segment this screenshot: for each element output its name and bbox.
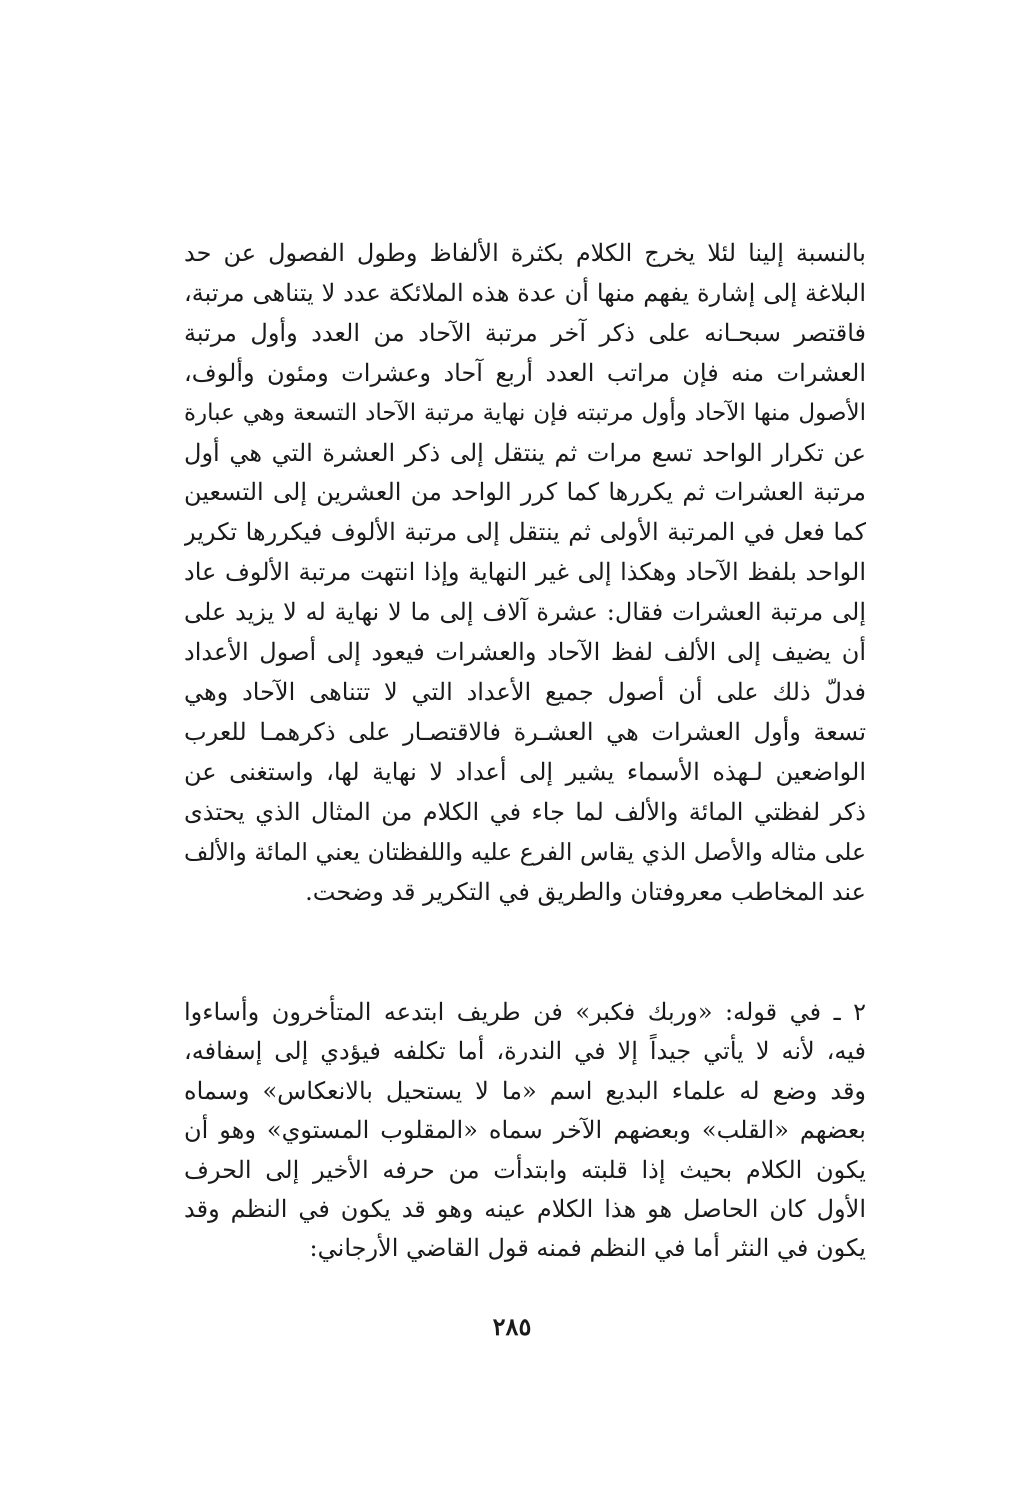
- text-line: عند المخاطب معروفتان والطريق في التكرير قد وضحت.: [305, 877, 866, 906]
- text-line: عن تكرار الواحد تسع مرات ثم ينتقل إلى ذكر العشرة التي هي أول: [184, 438, 866, 467]
- text-line: العشرات منه فإن مراتب العدد أربع آحاد وعشرات ومئون وألوف،: [184, 358, 866, 387]
- text-line: وقد وضع له علماء البديع اسم «ما لا يستحيل بالانعكاس» وسماه: [184, 1076, 866, 1105]
- text-line: الأول كان الحاصل هو هذا الكلام عينه وهو قد يكون في النظم وقد: [184, 1195, 866, 1224]
- text-line: يكون الكلام بحيث إذا قلبته وابتدأت من حرفه الأخير إلى الحرف: [184, 1155, 866, 1184]
- text-line: كما فعل في المرتبة الأولى ثم ينتقل إلى مرتبة الألوف فيكررها تكرير: [184, 518, 866, 547]
- text-line: على مثاله والأصل الذي يقاس الفرع عليه واللفظتان يعني المائة والألف: [184, 837, 866, 866]
- text-line: الواضعين لـهذه الأسماء يشير إلى أعداد لا نهاية لها، واستغنى عن: [184, 757, 866, 786]
- text-line: أن يضيف إلى الألف لفظ الآحاد والعشرات فيعود إلى أصول الأعداد: [184, 638, 866, 667]
- text-line: البلاغة إلى إشارة يفهم منها أن عدة هذه الملائكة عدد لا يتناهى مرتبة،: [184, 278, 866, 307]
- page-number: ٢٨٥: [492, 1312, 532, 1341]
- text-line: ذكر لفظتي المائة والألف لما جاء في الكلام من المثال الذي يحتذى: [184, 797, 866, 826]
- text-line: فدلّ ذلك على أن أصول جميع الأعداد التي لا تتناهى الآحاد وهي: [184, 677, 866, 706]
- text-line: فيه، لأنه لا يأتي جيداً إلا في الندرة، أما تكلفه فيؤدي إلى إسفافه،: [184, 1037, 866, 1066]
- text-line: فاقتصر سبحـانه على ذكر آخر مرتبة الآحاد من العدد وأول مرتبة: [184, 318, 866, 347]
- text-line: الأصول منها الآحاد وأول مرتبته فإن نهاية مرتبة الآحاد التسعة وهي عبارة: [184, 399, 866, 426]
- text-line: الواحد بلفظ الآحاد وهكذا إلى غير النهاية وإذا انتهت مرتبة الألوف عاد: [184, 558, 866, 587]
- text-line: ٢ ـ في قوله: «وربك فكبر» فن طريف ابتدعه المتأخرون وأساءوا: [184, 998, 866, 1026]
- text-line: بالنسبة إلينا لئلا يخرج الكلام بكثرة الألفاظ وطول الفصول عن حد: [184, 239, 866, 267]
- text-line: يكون في النثر أما في النظم فمنه قول القاضي الأرجاني:: [309, 1234, 866, 1263]
- text-line: مرتبة العشرات ثم يكررها كما كرر الواحد من العشرين إلى التسعين: [184, 478, 866, 507]
- paragraph-2: [184, 993, 866, 1269]
- text-line: تسعة وأول العشرات هي العشـرة فالاقتصـار على ذكرهمـا للعرب: [184, 717, 866, 746]
- text-line: بعضهم «القلب» وبعضهم الآخر سماه «المقلوب المستوي» وهو أن: [184, 1116, 866, 1145]
- text-line: إلى مرتبة العشرات فقال: عشرة آلاف إلى ما لا نهاية له لا يزيد على: [184, 598, 866, 627]
- paragraph-1: [184, 234, 866, 912]
